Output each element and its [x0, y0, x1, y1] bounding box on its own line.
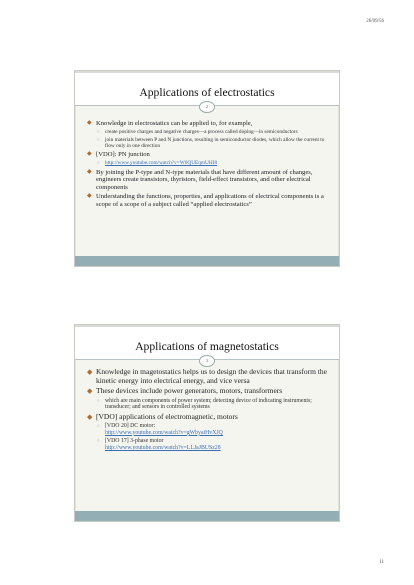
- sub-bullet: ○ [VDO 20] DC motor: http://www.youtube.com/watch?v=gWbyaiHvXJQ: [97, 423, 223, 436]
- sub-bullet: [87, 160, 329, 166]
- sub-bullet-marker-icon: ○: [97, 423, 100, 429]
- title-top-stripe: [75, 71, 339, 73]
- bullet-marker-icon: ◆: [87, 387, 93, 396]
- bullet-marker-icon: ◆: [87, 151, 92, 158]
- video-link[interactable]: http://www.youtube.com/watch?v=LLJaJBUSz28: [105, 444, 221, 451]
- slide-footer-bar: [75, 511, 339, 521]
- sub-bullet-marker-icon: ○: [97, 137, 100, 143]
- video-link[interactable]: http://www.youtube.com/watch?v=gWbyaiHvXJQ: [105, 429, 223, 436]
- bullet-marker-icon: ◆: [87, 368, 93, 376]
- bullet-marker-icon: ◆: [87, 120, 92, 126]
- bullet-marker-icon: ◆: [87, 412, 93, 421]
- slide-body: [87, 368, 329, 454]
- page-date: 26/09/56: [366, 19, 384, 24]
- sub-bullet-marker-icon: ○: [97, 397, 100, 403]
- bullet: ◆ Knowledge in magetostatics helps us to design the devices that transform the kinetic energy into electrical energy, and vice versa: [87, 367, 327, 385]
- sub-bullet-marker-icon: ○: [97, 438, 100, 444]
- slide-number-badge: 2: [199, 101, 215, 113]
- slide-body: [87, 120, 329, 210]
- bullet: ◆ Knowledge in electrostatics can be applied to, for example,: [87, 120, 253, 127]
- slide-number-badge: 3: [199, 355, 215, 367]
- bullet-marker-icon: ◆: [87, 168, 92, 175]
- slide-title: Applications of magnetostatics: [135, 340, 279, 353]
- bullet: ◆ By joining the P-type and N-type materials that have different amount of changes, engineers create transistors, thyristors, field-effect transistors, and other electrical components: [87, 168, 313, 191]
- page-number: 11: [379, 560, 384, 565]
- slide-title: Applications of electrostatics: [139, 86, 275, 99]
- title-top-stripe: [75, 325, 339, 327]
- video-link[interactable]: http://www.youtube.com/watch?v=W6QUEqmUHI8: [105, 160, 218, 167]
- slide-magnetostatics: [74, 324, 340, 522]
- slide-electrostatics: [74, 70, 340, 267]
- slide-footer-bar: [75, 256, 339, 266]
- bullet-marker-icon: ◆: [87, 193, 92, 200]
- sub-bullet: ○ create positive charges and negative charges—a process called doping—in semiconductors: [97, 129, 298, 136]
- sub-bullet: ○ join materials between P and N junctions, resulting in semiconductor diodes, which allow the current to flow only in one direction: [97, 137, 325, 150]
- sub-bullet: ○ [VDO 17] 3-phase motor http://www.youtube.com/watch?v=LLJaJBUSz28: [97, 438, 221, 451]
- bullet: ◆ These devices include power generators, motors, transformers: [87, 386, 283, 396]
- bullet: ◆ Understanding the functions, properties, and applications of electrical components is a scope of a scope of a subject called “applied electrostatics”: [87, 193, 324, 208]
- sub-bullet: ○ which are main components of power system; detecting device of indicating instruments; transducer; and sensors in controlled systems: [97, 397, 312, 411]
- sub-bullet-marker-icon: ○: [97, 129, 100, 135]
- bullet: ◆ [VDO] applications of electromagnetic, motors: [87, 411, 238, 421]
- sub-bullet-marker-icon: ○: [97, 160, 100, 166]
- bullet: ◆ [VDO]: PN junction: [87, 151, 150, 159]
